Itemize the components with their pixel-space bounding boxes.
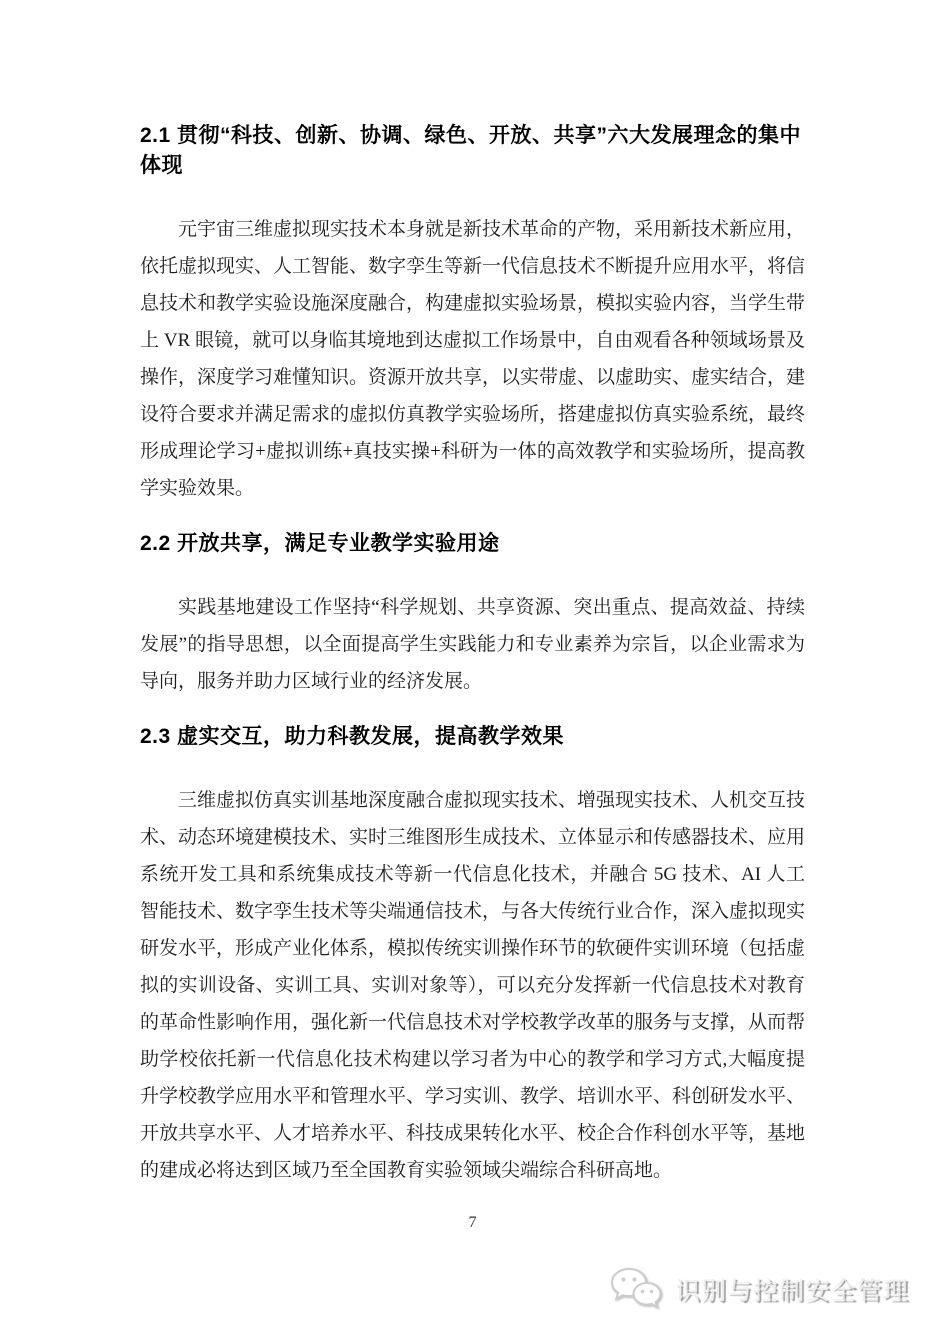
wechat-icon <box>609 1266 663 1312</box>
section-2-3 <box>140 722 805 1189</box>
section-2-3-paragraph: 三维虚拟仿真实训基地深度融合虚拟现实技术、增强现实技术、人机交互技术、动态环境建模技术、实时三维图形生成技术、立体显示和传感器技术、应用系统开发工具和系统集成技术等新一代信息化技术，并融合 5G 技术、AI 人工智能技术、数字孪生技术等尖端通信技术，与各大传统行业合作，深入虚拟现实研发水平，形成产业化体系，模拟传统实训操作环节的软硬件实训环境（包括虚拟的实训设备、实训工具、实训对象等），可以充分发挥新一代信息技术对教育的革命性影响作用，强化新一代信息技术对学校教学改革的服务与支撑，从而帮助学校依托新一代信息化技术构建以学习者为中心的教学和学习方式,大幅度提升学校教学应用水平和管理水平、学习实训、教学、培训水平、科创研发水平、开放共享水平、人才培养水平、科技成果转化水平、校企合作科创水平等，基地的建成必将达到区域乃至全国教育实验领域尖端综合科研高地。 <box>140 790 806 1181</box>
section-2-2-paragraph: 实践基地建设工作坚持“科学规划、共享资源、突出重点、提高效益、持续发展”的指导思想，以全面提高学生实践能力和专业素养为宗旨，以企业需求为导向，服务并助力区域行业的经济发展。 <box>140 597 805 692</box>
section-2-1-paragraph: 元宇宙三维虚拟现实技术本身就是新技术革命的产物，采用新技术新应用，依托虚拟现实、人工智能、数字孪生等新一代信息技术不断提升应用水平，将信息技术和教学实验设施深度融合，构建虚拟实验场景，模拟实验内容，当学生带上 VR 眼镜，就可以身临其境地到达虚拟工作场景中，自由观看各种领域场景及操作，深度学习难懂知识。资源开放共享，以实带虚、以虚助实、虚实结合，建设符合要求并满足需求的虚拟仿真教学实验场所，搭建虚拟仿真实验系统，最终形成理论学习+虚拟训练+真技实操+科研为一体的高效教学和实验场所，提高教学实验效果。 <box>140 219 806 499</box>
page-content <box>140 121 805 1189</box>
watermark-text: 识别与控制安全管理 <box>674 1277 909 1305</box>
section-2-3-heading: 2.3 虚实交互，助力科教发展，提高教学效果 <box>140 725 565 748</box>
section-2-1 <box>140 121 805 507</box>
section-2-2-heading: 2.2 开放共享，满足专业教学实验用途 <box>140 532 500 555</box>
section-2-1-heading: 2.1 贯彻“科技、创新、协调、绿色、开放、共享”六大发展理念的集中体现 <box>140 124 802 177</box>
page-number: 7 <box>468 1214 477 1231</box>
section-2-2 <box>140 529 805 700</box>
watermark <box>609 1266 909 1312</box>
